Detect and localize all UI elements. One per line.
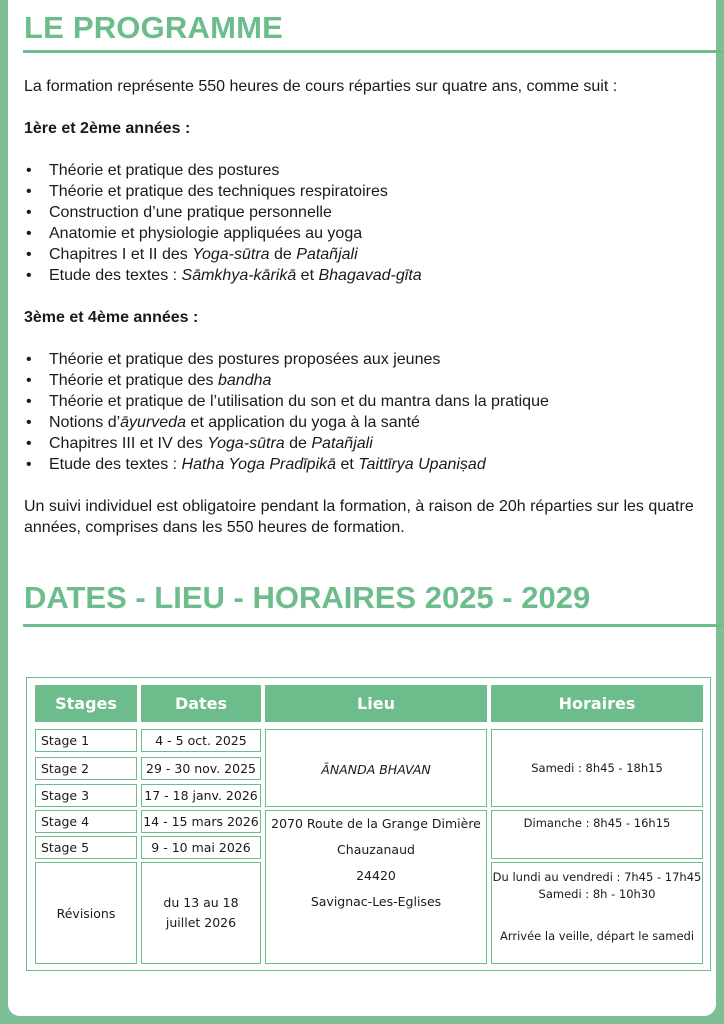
stage-cell: Stage 3 — [35, 784, 137, 807]
horaires-line: Du lundi au vendredi : 7h45 - 17h45 — [492, 870, 702, 884]
list-text: de — [269, 246, 297, 263]
list-item — [24, 265, 704, 286]
header-stages: Stages — [35, 685, 137, 722]
horaires-note: Arrivée la veille, départ le samedi — [499, 929, 695, 943]
italic-term: Yoga-sūtra — [192, 246, 270, 263]
list-text: Chapitres III et IV des — [49, 435, 208, 452]
date-cell: 14 - 15 mars 2026 — [141, 810, 261, 833]
header-dates: Dates — [141, 685, 261, 722]
list-text: Construction d’une pratique personnelle — [49, 204, 332, 221]
italic-term: Patañjali — [296, 246, 358, 263]
list-item — [24, 202, 704, 223]
programme-body — [24, 76, 704, 538]
stage-cell: Stage 5 — [35, 836, 137, 859]
address-line: Chauzanaud — [337, 842, 415, 857]
list-item — [24, 391, 704, 412]
italic-term: Patañjali — [311, 435, 373, 452]
programme-closing: Un suivi individuel est obligatoire pendant la formation, à raison de 20h réparties sur les quatre années, comprises dans les 550 heures de formation. — [24, 498, 694, 536]
date-cell: 4 - 5 oct. 2025 — [141, 729, 261, 752]
header-horaires: Horaires — [491, 685, 703, 722]
date-cell: du 13 au 18 juillet 2026 — [141, 862, 261, 964]
list-item — [24, 370, 704, 391]
list-text: Notions d’ — [49, 414, 121, 431]
horaires-dimanche: Dimanche : 8h45 - 16h15 — [491, 810, 703, 859]
date-cell: 17 - 18 janv. 2026 — [141, 784, 261, 807]
list-text: et — [296, 267, 319, 284]
dates-title: DATES - LIEU - HORAIRES 2025 - 2029 — [24, 580, 591, 615]
list-text: et — [336, 456, 359, 473]
list-item — [24, 433, 704, 454]
horaires-samedi: Samedi : 8h45 - 18h15 — [491, 729, 703, 807]
italic-term: Sāmkhya-kārikā — [181, 267, 297, 284]
list-text: de — [284, 435, 312, 452]
list-text: Etude des textes : — [49, 456, 182, 473]
page — [8, 0, 716, 1016]
stage-cell: Révisions — [35, 862, 137, 964]
address-line: 24420 — [356, 868, 396, 883]
list-text: Théorie et pratique des techniques respiratoires — [49, 183, 388, 200]
stage-cell: Stage 1 — [35, 729, 137, 752]
section2-heading: 3ème et 4ème années : — [24, 309, 199, 326]
stage-cell: Stage 2 — [35, 757, 137, 780]
dates-title-rule — [23, 624, 724, 627]
date-cell: 29 - 30 nov. 2025 — [141, 757, 261, 780]
lieu-address — [265, 810, 487, 964]
list-text: Etude des textes : — [49, 267, 182, 284]
list-text: et application du yoga à la santé — [185, 414, 420, 431]
section1-list — [24, 160, 704, 286]
address-line: 2070 Route de la Grange Dimière — [271, 816, 481, 831]
list-text: Théorie et pratique des — [49, 372, 218, 389]
list-text: Théorie et pratique des postures — [49, 162, 280, 179]
horaires-revisions — [491, 862, 703, 964]
header-lieu: Lieu — [265, 685, 487, 722]
address-line: Savignac-Les-Eglises — [310, 894, 442, 909]
italic-term: Taittīrya Upaniṣad — [358, 456, 486, 473]
list-item — [24, 412, 704, 433]
stage-cell: Stage 4 — [35, 810, 137, 833]
list-text: Théorie et pratique des postures proposées aux jeunes — [49, 351, 441, 368]
list-item — [24, 454, 704, 475]
section1-heading: 1ère et 2ème années : — [24, 120, 191, 137]
programme-title-rule — [23, 50, 723, 53]
italic-term: āyurveda — [120, 414, 186, 431]
list-text: Anatomie et physiologie appliquées au yoga — [49, 225, 363, 242]
date-cell: 9 - 10 mai 2026 — [141, 836, 261, 859]
lieu-name: ĀNANDA BHAVAN — [265, 729, 487, 807]
section2-list — [24, 349, 704, 475]
horaires-line: Samedi : 8h - 10h30 — [538, 887, 656, 901]
italic-term: Hatha Yoga Pradīpikā — [181, 456, 337, 473]
list-item — [24, 349, 704, 370]
list-text: Théorie et pratique de l’utilisation du son et du mantra dans la pratique — [49, 393, 549, 410]
schedule-table — [26, 677, 711, 971]
programme-title: LE PROGRAMME — [24, 10, 284, 45]
italic-term: bandha — [218, 372, 272, 389]
list-item — [24, 160, 704, 181]
list-item — [24, 223, 704, 244]
list-item — [24, 181, 704, 202]
italic-term: Bhagavad-gīta — [318, 267, 422, 284]
list-item — [24, 244, 704, 265]
italic-term: Yoga-sūtra — [207, 435, 285, 452]
list-text: Chapitres I et II des — [49, 246, 193, 263]
programme-intro: La formation représente 550 heures de cours réparties sur quatre ans, comme suit : — [24, 78, 618, 95]
